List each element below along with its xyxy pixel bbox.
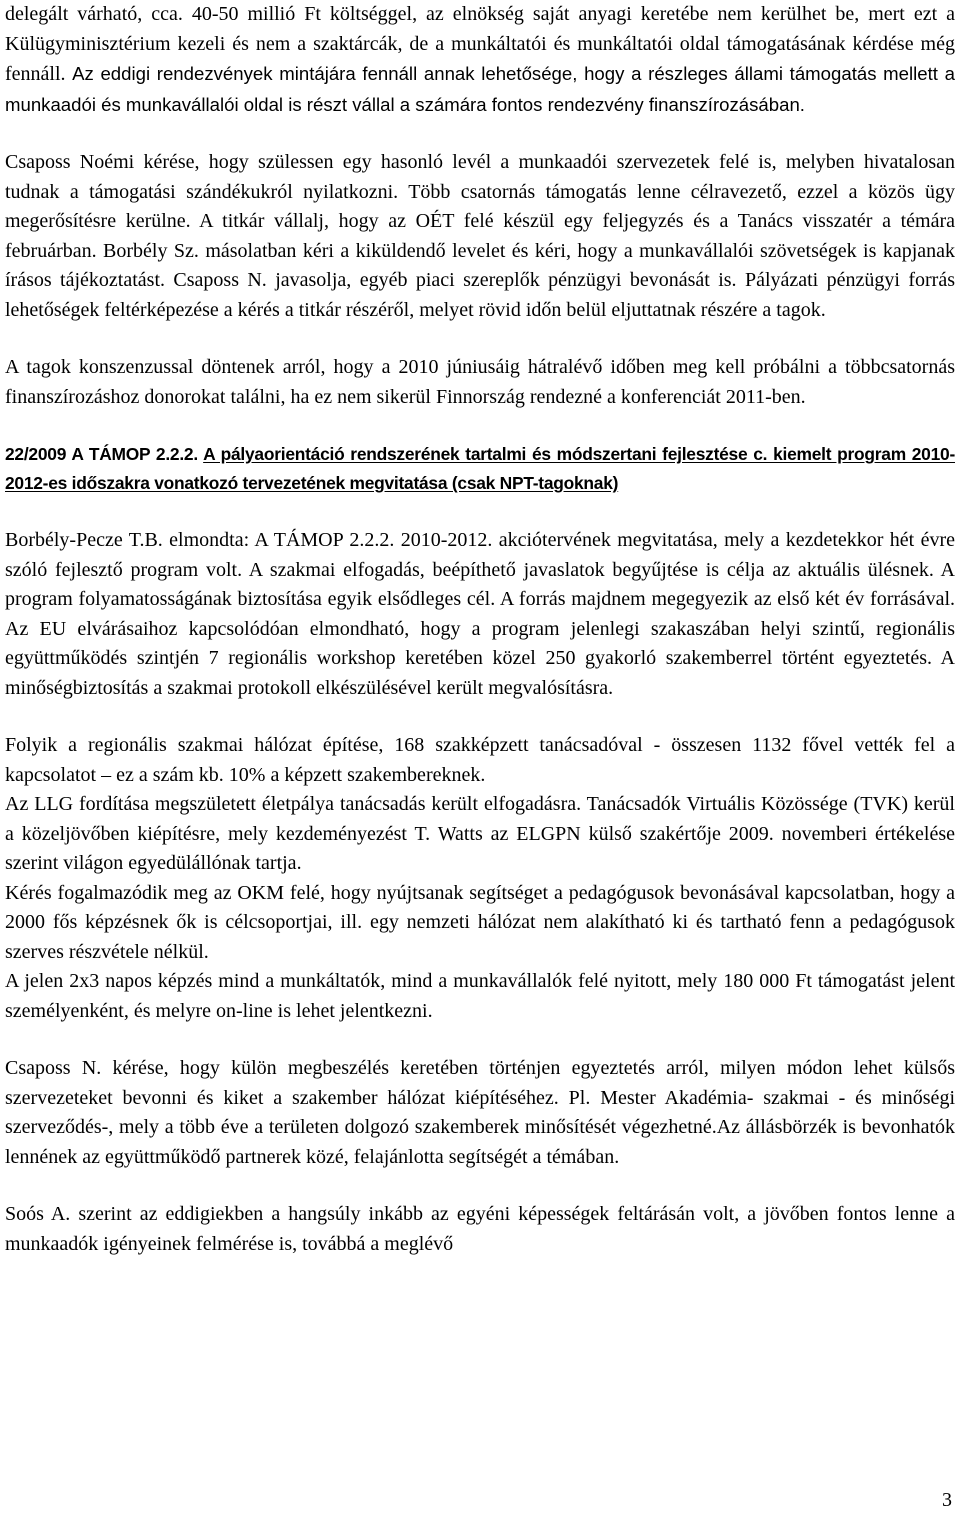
paragraph-csaposs-request-lead: Csaposs Noémi kérése, hogy szülessen egy hasonló levél a munkaadói szervezetek felé is, melyben hivatalosan tudnak a támogatási szándékukról nyilatkozni.: [5, 151, 955, 203]
document-page: [5, 0, 955, 1259]
paragraph-regional-network: Folyik a regionális szakmai hálózat építése, 168 szakképzett tanácsadóval - összesen 1132 fővel vették fel a kapcsolatot – ez a szám kb. 10% a képzett szakembereknek.: [5, 734, 955, 786]
paragraph-soos: Soós A. szerint az eddigiekben a hangsúly inkább az egyéni képességek feltárásán volt, a jövőben fontos lenne a munkaadók igényeinek felmérése is, továbbá a meglévő: [5, 1203, 955, 1255]
page-number: 3: [942, 1489, 952, 1511]
paragraph-csaposs-request-rest: Több csatornás támogatás lenne célravezető, ezzel a közös ügy megerősítésre kerülne. A titkár vállalj, hogy az OÉT felé készül egy feljegyzés és a Tanács visszatér a témára februárban. Borbély Sz. másolatban kéri a kiküldendő levelet és kéri, hogy a munkavállalói szövetségek is kapjanak írásos tájékoztatást. Csaposs N. javasolja, egyéb piaci szereplők pénzügyi bevonását is. Pályázati pénzügyi forrás lehetőségek feltérképezése a kérés a titkár részéről, melyet rövid időn belül eljuttatnak részére a tagok.: [5, 180, 956, 321]
section-heading-number: 22/2009 A TÁMOP 2.2.2.: [5, 444, 204, 464]
paragraph-budget-sans: Az eddigi rendezvények mintájára fennáll annak lehetősége, hogy a részleges állami támogatás mellett a munkaadói és munkavállalói oldal is részt vállal a számára fontos rendezvény finanszírozásában.: [5, 63, 955, 115]
paragraph-llg-translation: Az LLG fordítása megszületett életpálya tanácsadás került elfogadásra. Tanácsadók Virtuális Közössége (TVK) kerül a közeljövőben kiépítésre, mely kezdeményezést T. Watts az ELGPN külső szakértője 2009. novemberi értékelése szerint világon egyedülállónak tartja.: [5, 793, 955, 874]
paragraph-borbely-report: Borbély-Pecze T.B. elmondta: A TÁMOP 2.2.2. 2010-2012. akciótervének megvitatása, mely a kezdetekkor hét évre szóló fejlesztő program volt. A szakmai elfogadás, beépíthető javaslatok begyűjtése is célja az aktuális ülésnek. A program folyamatosságának biztosítása egyik elsődleges cél. A forrás majdnem megegyezik az első két év forrásával. Az EU elvárásaihoz kapcsolódóan elmondható, hogy a program jelenlegi szakaszában helyi szintű, regionális együttműködés szintjén 7 regionális workshop keretében közel 250 gyakorló szakemberrel történt egyeztetés. A minőségbiztosítás a szakmai protokoll elkészülésével került megvalósításra.: [5, 529, 955, 699]
paragraph-budget-serif: delegált várható, cca. 40-50 millió Ft költséggel, az elnökség saját anyagi keretébe nem kerülhet be, mert ezt a Külügyminisztérium kezeli és nem a szaktárcák, de a munkáltatói és munkáltatói oldal támogatásának kérdése még fennáll.: [5, 3, 955, 85]
paragraph-consensus: A tagok konszenzussal döntenek arról, hogy a 2010 júniusáig hátralévő időben meg kell próbálni a többcsatornás finanszírozáshoz donorokat találni, ha ez nem sikerül Finnország rendezné a konferenciát 2011-ben.: [5, 356, 955, 408]
paragraph-training: A jelen 2x3 napos képzés mind a munkáltatók, mind a munkavállalók felé nyitott, mely 180 000 Ft támogatást jelent személyenként, és melyre on-line is lehet jelentkezni.: [5, 970, 955, 1022]
section-heading-title: A pályaorientáció rendszerének tartalmi és módszertani fejlesztése c. kiemelt program 2010-2012-es időszakra vonatkozó tervezetének megvitatása (csak NPT-tagoknak): [5, 444, 955, 493]
paragraph-okm-request: Kérés fogalmazódik meg az OKM felé, hogy nyújtsanak segítséget a pedagógusok bevonásával kapcsolatban, hogy a 2000 fős képzésnek ők is célcsoportjai, ill. egy nemzeti hálózat nem alakítható ki és tartható fenn a pedagógusok szerves részvétele nélkül.: [5, 881, 955, 963]
paragraph-csaposs-request: [5, 148, 955, 325]
paragraph-budget: [5, 0, 955, 120]
paragraph-external-orgs: Csaposs N. kérése, hogy külön megbeszélés keretében történjen egyeztetés arról, milyen módon lehet külsős szervezeteket bevonni és kiket a szakember hálózat kiépítéséhez. Pl. Mester Akadémia- szakmai - és minőségi szerveződés-, mely a több éve a területen dolgozó szakemberek minősítését végezhetné.Az állásbörzék is bevonhatók lennének az együttműködő partnerek közé, felajánlotta segítségét a témában.: [5, 1057, 955, 1168]
section-heading: [5, 440, 955, 498]
